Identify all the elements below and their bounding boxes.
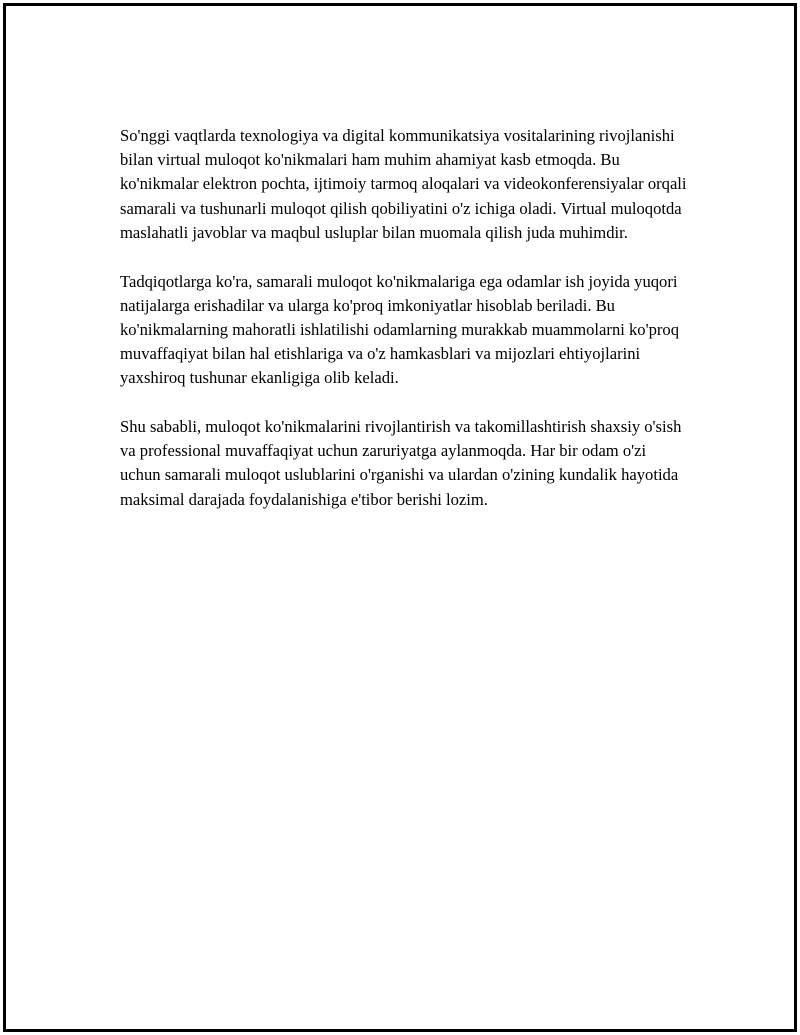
paragraph-3: Shu sababli, muloqot ko'nikmalarini rivojlantirish va takomillashtirish shaxsiy o'sish va professional muvaffaqiyat uchun zaruriyatga aylanmoqda. Har bir odam o'zi uchun samarali muloqot uslublarini o'rganishi va ulardan o'zining kundalik hayotida maksimal darajada foydalanishiga e'tibor berishi lozim. (120, 417, 682, 509)
document-page (3, 3, 797, 1032)
paragraph-2: Tadqiqotlarga ko'ra, samarali muloqot ko'nikmalariga ega odamlar ish joyida yuqori natijalarga erishadilar va ularga ko'proq imkoniyatlar hisoblab beriladi. Bu ko'nikmalarning mahoratli ishlatilishi odamlarning murakkab muammolarni ko'proq muvaffaqiyat bilan hal etishlariga va o'z hamkasblari va mijozlari ehtiyojlarini yaxshiroq tushunar ekanligiga olib keladi. (120, 271, 679, 388)
document-body (120, 124, 690, 536)
paragraph-1: So'nggi vaqtlarda texnologiya va digital kommunikatsiya vositalarining rivojlanishi bilan virtual muloqot ko'nikmalari ham muhim ahamiyat kasb etmoqda. Bu ko'nikmalar elektron pochta, ijtimoiy tarmoq aloqalari va videokonferensiyalar orqali samarali va tushunarli muloqot qilish qobiliyatini o'z ichiga oladi. Virtual muloqotda maslahatli javoblar va maqbul usluplar bilan muomala qilish juda muhimdir. (120, 126, 687, 242)
